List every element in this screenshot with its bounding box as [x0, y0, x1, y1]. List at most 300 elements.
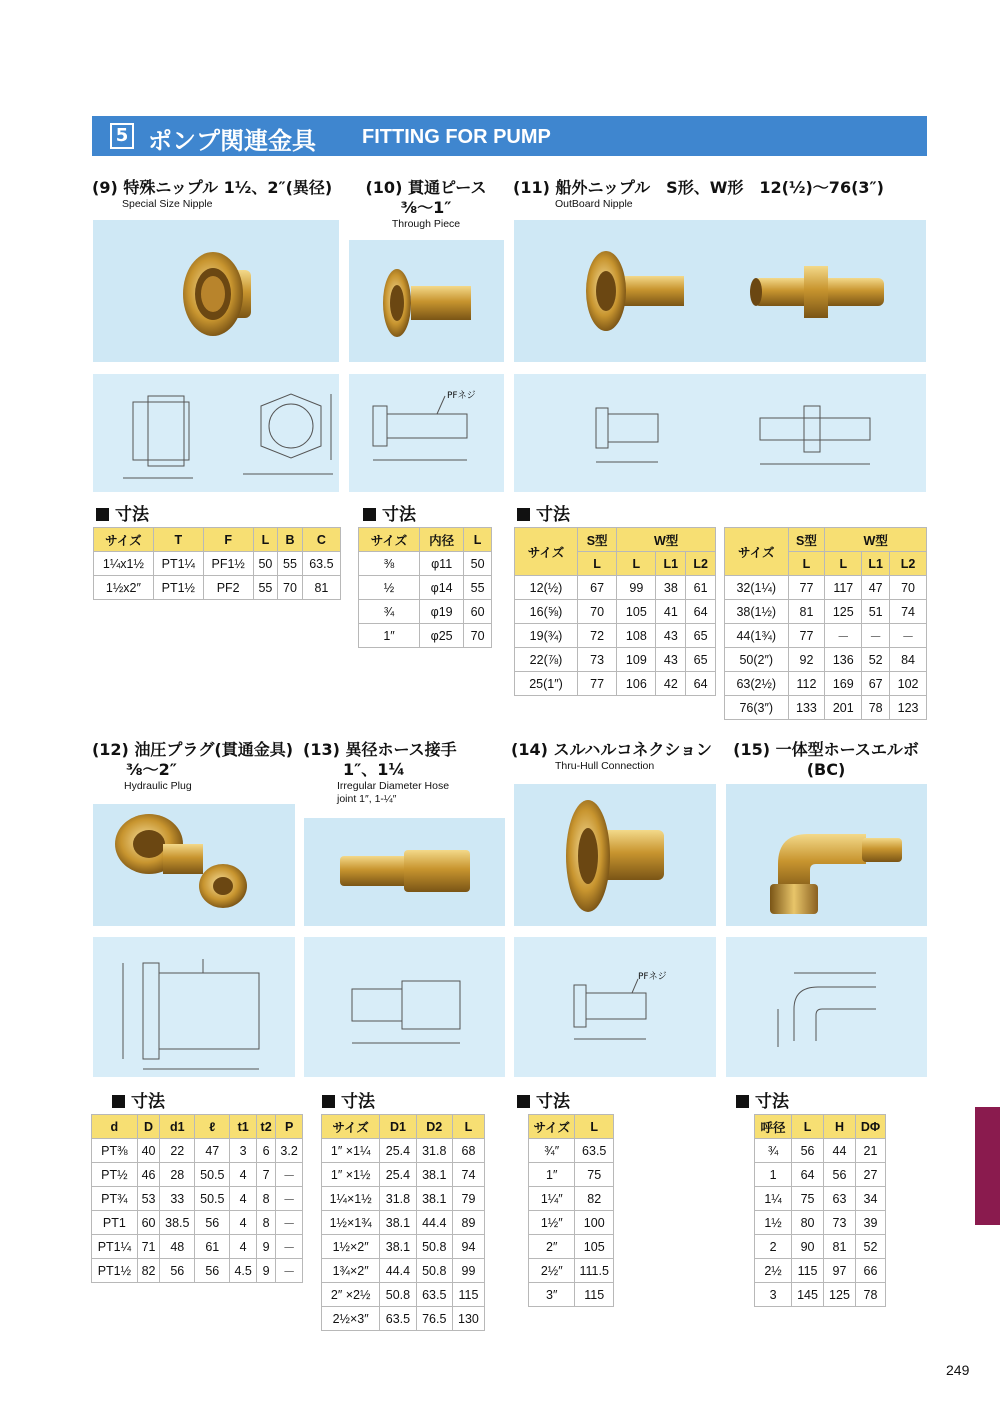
table-row [92, 1163, 303, 1187]
table-cell: 47 [862, 576, 890, 600]
table-cell: 34 [855, 1187, 885, 1211]
table-row [755, 1259, 886, 1283]
table-cell: 2½ [755, 1259, 792, 1283]
sec10-title: (10) 貫通ピース [365, 178, 487, 197]
table-cell: 56 [195, 1259, 230, 1283]
table-row [725, 672, 927, 696]
table-cell: 55 [253, 576, 278, 600]
table-cell: 2″ [529, 1235, 575, 1259]
sec15-drawing [726, 937, 927, 1077]
table-cell: PT⅜ [92, 1139, 138, 1163]
table-cell: 77 [578, 672, 617, 696]
table-cell: 106 [617, 672, 656, 696]
table-cell: 78 [862, 696, 890, 720]
table-cell: 50 [464, 552, 492, 576]
table-cell: 111.5 [575, 1259, 614, 1283]
sec15-table [754, 1114, 886, 1307]
table-cell: 105 [575, 1235, 614, 1259]
table-cell: 3 [755, 1283, 792, 1307]
table-cell: － [276, 1163, 303, 1187]
table-cell: φ11 [420, 552, 464, 576]
table-cell: 68 [452, 1139, 484, 1163]
table-cell: 1″ [529, 1163, 575, 1187]
table-cell: 39 [855, 1211, 885, 1235]
table-cell: 169 [825, 672, 862, 696]
table-cell: 56 [792, 1139, 824, 1163]
table-cell: PF1½ [203, 552, 253, 576]
section-number: 5 [110, 123, 134, 149]
table-cell: PT¾ [92, 1187, 138, 1211]
table-row [322, 1259, 485, 1283]
table-row [515, 600, 716, 624]
table-cell: 115 [792, 1259, 824, 1283]
table-cell: 201 [825, 696, 862, 720]
table-row [359, 624, 492, 648]
table-row [755, 1163, 886, 1187]
table-row [529, 1235, 614, 1259]
sec11-dim-label: 寸法 [517, 500, 570, 525]
table-cell: 63.5 [416, 1283, 452, 1307]
table-cell: 61 [686, 576, 716, 600]
table-cell: 56 [824, 1163, 856, 1187]
table-cell: － [825, 624, 862, 648]
table-row [529, 1211, 614, 1235]
table-row [359, 576, 492, 600]
table-cell: 50 [253, 552, 278, 576]
sec11-table-a [514, 527, 716, 696]
sec13-title: (13) 異径ホース接手 [303, 740, 457, 759]
table-cell: 32(1¼) [725, 576, 789, 600]
sec14-title-en: Thru-Hull Connection [555, 760, 655, 772]
table-cell: 77 [788, 576, 825, 600]
table-row [529, 1139, 614, 1163]
table-cell: － [276, 1211, 303, 1235]
table-cell: 44(1¾) [725, 624, 789, 648]
table-cell: 21 [855, 1139, 885, 1163]
table-cell: 92 [788, 648, 825, 672]
table-cell: 25.4 [380, 1139, 416, 1163]
table-cell: 1¼x1½ [94, 552, 154, 576]
table-cell: 4.5 [230, 1259, 257, 1283]
table-cell: 70 [464, 624, 492, 648]
sec12-title-size: ⅜～2″ [126, 760, 177, 779]
table-cell: 66 [855, 1259, 885, 1283]
table-cell: 38(1½) [725, 600, 789, 624]
table-cell: 1″ ×1½ [322, 1163, 380, 1187]
sec13-title-en: Irregular Diameter Hose [337, 780, 450, 792]
table-cell: 2½″ [529, 1259, 575, 1283]
table-cell: 38.5 [160, 1211, 195, 1235]
table-row [322, 1187, 485, 1211]
table-row [515, 576, 716, 600]
table-cell: 71 [137, 1235, 160, 1259]
table-cell: 1″ ×1¼ [322, 1139, 380, 1163]
table-cell: － [862, 624, 890, 648]
table-cell: － [276, 1259, 303, 1283]
sec15-photo [726, 784, 927, 926]
table-cell: PT½ [92, 1163, 138, 1187]
sec13-header-cell: D1 [380, 1115, 416, 1139]
table-cell: 8 [257, 1211, 276, 1235]
table-cell: 22 [160, 1139, 195, 1163]
table-cell: 102 [890, 672, 927, 696]
table-cell: 130 [452, 1307, 484, 1331]
table-cell: 60 [137, 1211, 160, 1235]
sec15-header-cell: 呼径 [755, 1115, 792, 1139]
sec14-title: (14) スルハルコネクション [511, 740, 713, 759]
table-cell: 90 [792, 1235, 824, 1259]
table-cell: － [276, 1235, 303, 1259]
table-cell: 50.8 [416, 1235, 452, 1259]
table-cell: 12(½) [515, 576, 578, 600]
table-cell: 3 [230, 1139, 257, 1163]
sec11-header-cell: サイズ [515, 528, 578, 576]
table-cell: 1½ [755, 1211, 792, 1235]
table-cell: 145 [792, 1283, 824, 1307]
table-cell: 94 [452, 1235, 484, 1259]
table-cell: 6 [257, 1139, 276, 1163]
sec9-dim-label: 寸法 [96, 500, 149, 525]
sec15-header-cell: L [792, 1115, 824, 1139]
table-row [322, 1211, 485, 1235]
table-cell: PT1¼ [92, 1235, 138, 1259]
table-cell: 115 [452, 1283, 484, 1307]
sec14-drawing-label: PFネジ [638, 972, 667, 982]
sec11-header-cell: L2 [686, 552, 716, 576]
sec12-dim-label: 寸法 [112, 1087, 165, 1112]
table-cell: φ19 [420, 600, 464, 624]
sec11-header-cell: W型 [617, 528, 716, 552]
table-cell: PT1½ [92, 1259, 138, 1283]
table-cell: 42 [656, 672, 686, 696]
table-cell: 73 [578, 648, 617, 672]
sec9-heading [92, 178, 332, 211]
table-row [755, 1235, 886, 1259]
table-cell: 1¼″ [529, 1187, 575, 1211]
table-cell: 80 [792, 1211, 824, 1235]
sec9-title-en: Special Size Nipple [122, 198, 213, 210]
sec15-title: (15) 一体型ホースエルボ [733, 740, 919, 759]
table-row [359, 552, 492, 576]
table-cell: 43 [656, 648, 686, 672]
table-cell: 133 [788, 696, 825, 720]
table-cell: 3″ [529, 1283, 575, 1307]
sec10-heading [345, 178, 507, 231]
table-row [755, 1139, 886, 1163]
sec12-table [91, 1114, 303, 1283]
table-cell: 1¼ [755, 1187, 792, 1211]
sec12-header-cell: d [92, 1115, 138, 1139]
table-cell: 44 [824, 1139, 856, 1163]
sec10-drawing-label: PFネジ [447, 391, 476, 401]
table-cell: 33 [160, 1187, 195, 1211]
table-row [322, 1307, 485, 1331]
sec11-heading [513, 178, 884, 211]
sec10-header-cell: サイズ [359, 528, 420, 552]
sec12-title: (12) 油圧プラグ(貫通金具) [91, 740, 294, 759]
table-cell: 56 [160, 1259, 195, 1283]
sec9-drawing [93, 374, 339, 492]
table-cell: 63.5 [302, 552, 340, 576]
table-cell: φ14 [420, 576, 464, 600]
sec15-dim-label: 寸法 [736, 1087, 789, 1112]
sec11-header-cell: L [617, 552, 656, 576]
sec11-header-cell: L1 [862, 552, 890, 576]
sec9-header-cell: B [278, 528, 303, 552]
table-cell: 4 [230, 1187, 257, 1211]
sec10-drawing [349, 374, 504, 492]
sec9-header-cell: T [153, 528, 203, 552]
sec9-header-cell: サイズ [94, 528, 154, 552]
sec10-photo [349, 240, 504, 362]
table-row [725, 624, 927, 648]
table-cell: 81 [302, 576, 340, 600]
table-cell: 75 [792, 1187, 824, 1211]
table-cell: 56 [195, 1211, 230, 1235]
sec10-title-size: ⅜～1″ [400, 198, 452, 217]
table-cell: 136 [825, 648, 862, 672]
table-cell: 1¾×2″ [322, 1259, 380, 1283]
table-cell: 76(3″) [725, 696, 789, 720]
table-cell: 63 [824, 1187, 856, 1211]
sec13-header-cell: サイズ [322, 1115, 380, 1139]
sec14-heading [511, 740, 712, 773]
table-cell: 100 [575, 1211, 614, 1235]
sec13-heading [303, 740, 509, 806]
sec13-title-en-2: joint 1″, 1-¼″ [337, 793, 397, 805]
chapter-side-tab [975, 1107, 1000, 1225]
sec9-header-cell: L [253, 528, 278, 552]
sec10-header-cell: 内径 [420, 528, 464, 552]
table-cell: 99 [617, 576, 656, 600]
table-cell: 70 [578, 600, 617, 624]
sec14-photo [514, 784, 716, 926]
section-banner [92, 116, 927, 156]
table-row [359, 600, 492, 624]
table-cell: 38.1 [416, 1163, 452, 1187]
table-cell: 8 [257, 1187, 276, 1211]
table-row [515, 648, 716, 672]
sec14-drawing [514, 937, 716, 1077]
table-cell: ¾ [755, 1139, 792, 1163]
sec11-header-cell: L [578, 552, 617, 576]
table-cell: 50.8 [380, 1283, 416, 1307]
table-cell: 52 [855, 1235, 885, 1259]
sec9-header-cell: F [203, 528, 253, 552]
table-cell: 61 [195, 1235, 230, 1259]
table-cell: 74 [890, 600, 927, 624]
table-cell: 65 [686, 624, 716, 648]
table-cell: ⅜ [359, 552, 420, 576]
table-cell: PF2 [203, 576, 253, 600]
table-cell: PT1¼ [153, 552, 203, 576]
table-cell: 64 [792, 1163, 824, 1187]
table-cell: 19(¾) [515, 624, 578, 648]
table-cell: 55 [464, 576, 492, 600]
sec9-header-cell: C [302, 528, 340, 552]
sec14-table [528, 1114, 614, 1307]
sec11-header-cell: S型 [578, 528, 617, 552]
sec12-header-cell: ℓ [195, 1115, 230, 1139]
sec14-dim-label: 寸法 [517, 1087, 570, 1112]
sec11-photo [514, 220, 926, 362]
table-cell: φ25 [420, 624, 464, 648]
table-cell: 3.2 [276, 1139, 303, 1163]
sec11-title: (11) 船外ニップル S形、W形 12(½)～76(3″) [513, 178, 884, 197]
table-cell: 105 [617, 600, 656, 624]
table-cell: 108 [617, 624, 656, 648]
table-cell: 84 [890, 648, 927, 672]
table-row [515, 624, 716, 648]
sec14-header-cell: L [575, 1115, 614, 1139]
sec14-header-cell: サイズ [529, 1115, 575, 1139]
table-cell: 25(1″) [515, 672, 578, 696]
sec15-title-size: (BC) [806, 760, 846, 779]
table-cell: 82 [575, 1187, 614, 1211]
table-cell: 38.1 [380, 1235, 416, 1259]
table-row [529, 1187, 614, 1211]
table-cell: 40 [137, 1139, 160, 1163]
sec12-header-cell: d1 [160, 1115, 195, 1139]
table-row [515, 672, 716, 696]
sec11-header-cell: S型 [788, 528, 825, 552]
table-cell: 76.5 [416, 1307, 452, 1331]
table-cell: 1½×1¾ [322, 1211, 380, 1235]
table-cell: 1½×2″ [322, 1235, 380, 1259]
table-cell: 7 [257, 1163, 276, 1187]
sec9-photo [93, 220, 339, 362]
table-row [94, 552, 341, 576]
sec15-header-cell: H [824, 1115, 856, 1139]
table-row [322, 1235, 485, 1259]
table-cell: 64 [686, 672, 716, 696]
table-cell: 112 [788, 672, 825, 696]
table-cell: 50.5 [195, 1187, 230, 1211]
sec12-header-cell: t1 [230, 1115, 257, 1139]
table-cell: － [890, 624, 927, 648]
table-cell: 63.5 [380, 1307, 416, 1331]
sec10-dim-label: 寸法 [363, 500, 416, 525]
table-cell: 81 [788, 600, 825, 624]
sec13-photo [304, 818, 505, 926]
table-cell: PT1 [92, 1211, 138, 1235]
table-cell: 65 [686, 648, 716, 672]
table-cell: 70 [278, 576, 303, 600]
table-row [94, 576, 341, 600]
table-cell: 70 [890, 576, 927, 600]
sec12-header-cell: P [276, 1115, 303, 1139]
sec11-header-cell: L1 [656, 552, 686, 576]
sec11-title-en: OutBoard Nipple [555, 198, 633, 210]
table-row [92, 1235, 303, 1259]
sec11-header-cell: L [788, 552, 825, 576]
table-cell: 78 [855, 1283, 885, 1307]
table-cell: 72 [578, 624, 617, 648]
table-cell: 50.8 [416, 1259, 452, 1283]
sec10-header-cell: L [464, 528, 492, 552]
table-cell: 28 [160, 1163, 195, 1187]
table-cell: 89 [452, 1211, 484, 1235]
section-title-en: FITTING FOR PUMP [362, 126, 551, 148]
table-row [725, 600, 927, 624]
sec12-drawing [93, 937, 295, 1077]
sec10-table [358, 527, 492, 648]
table-cell: 97 [824, 1259, 856, 1283]
table-cell: 44.4 [380, 1259, 416, 1283]
table-cell: 2½×3″ [322, 1307, 380, 1331]
table-cell: 79 [452, 1187, 484, 1211]
table-cell: 4 [230, 1235, 257, 1259]
sec11-table-b [724, 527, 927, 720]
table-cell: 2″ ×2½ [322, 1283, 380, 1307]
table-cell: 99 [452, 1259, 484, 1283]
sec15-heading [724, 740, 928, 780]
sec11-drawing [514, 374, 926, 492]
table-cell: 16(⅝) [515, 600, 578, 624]
table-row [529, 1283, 614, 1307]
table-cell: 73 [824, 1211, 856, 1235]
table-row [92, 1139, 303, 1163]
sec11-header-cell: サイズ [725, 528, 789, 576]
table-row [529, 1163, 614, 1187]
sec13-header-cell: L [452, 1115, 484, 1139]
table-row [322, 1283, 485, 1307]
table-cell: 123 [890, 696, 927, 720]
table-cell: － [276, 1187, 303, 1211]
table-row [755, 1211, 886, 1235]
table-cell: 38 [656, 576, 686, 600]
sec13-table [321, 1114, 485, 1331]
table-cell: 60 [464, 600, 492, 624]
sec13-drawing [304, 937, 505, 1077]
sec11-header-cell: W型 [825, 528, 927, 552]
sec13-header-cell: D2 [416, 1115, 452, 1139]
table-cell: 53 [137, 1187, 160, 1211]
table-cell: 31.8 [380, 1187, 416, 1211]
table-cell: 9 [257, 1235, 276, 1259]
table-cell: 48 [160, 1235, 195, 1259]
table-cell: 64 [686, 600, 716, 624]
table-row [92, 1187, 303, 1211]
table-cell: 52 [862, 648, 890, 672]
table-cell: ½ [359, 576, 420, 600]
table-cell: 31.8 [416, 1139, 452, 1163]
page-number: 249 [946, 1362, 970, 1378]
section-title: ポンプ関連金具 [148, 127, 316, 155]
table-cell: 117 [825, 576, 862, 600]
table-cell: 77 [788, 624, 825, 648]
table-cell: 41 [656, 600, 686, 624]
table-cell: 50.5 [195, 1163, 230, 1187]
sec11-header-cell: L2 [890, 552, 927, 576]
table-cell: 4 [230, 1163, 257, 1187]
table-cell: 67 [578, 576, 617, 600]
table-cell: 44.4 [416, 1211, 452, 1235]
table-cell: 82 [137, 1259, 160, 1283]
table-row [322, 1163, 485, 1187]
table-cell: 74 [452, 1163, 484, 1187]
table-row [322, 1139, 485, 1163]
table-cell: 50(2″) [725, 648, 789, 672]
table-cell: 55 [278, 552, 303, 576]
table-cell: 38.1 [380, 1211, 416, 1235]
table-cell: 1″ [359, 624, 420, 648]
table-cell: 109 [617, 648, 656, 672]
table-row [725, 648, 927, 672]
table-cell: 63.5 [575, 1139, 614, 1163]
table-cell: PT1½ [153, 576, 203, 600]
table-row [755, 1283, 886, 1307]
